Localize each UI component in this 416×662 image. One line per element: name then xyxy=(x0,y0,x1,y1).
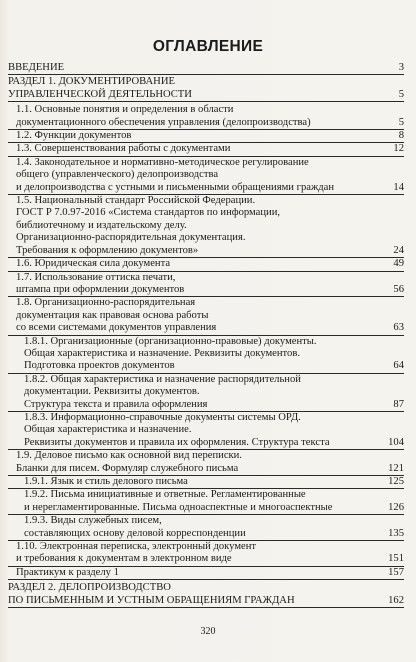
toc-page-number: 12 xyxy=(393,143,404,155)
toc-entry-line: составляющих основу деловой корреспонденции xyxy=(24,527,246,539)
toc-entry-line: 1.9.1. Язык и стиль делового письма xyxy=(24,476,188,487)
toc-entry-line: 1.9. Деловое письмо как основной вид переписки. xyxy=(16,450,242,462)
toc-entry[interactable] xyxy=(8,62,404,74)
toc-entry[interactable] xyxy=(8,476,404,488)
toc-entry-line: штампа при оформлении документов xyxy=(16,283,185,295)
toc-entry-line: со всеми системами документов управления xyxy=(16,322,217,334)
toc-entry[interactable] xyxy=(8,450,404,475)
toc-page-number: 64 xyxy=(393,360,404,372)
toc-entry-line: Организационно-распорядительная документация. xyxy=(16,232,246,244)
toc-page-number: 151 xyxy=(388,553,404,565)
toc-page-number: 121 xyxy=(388,462,404,474)
toc-entry-line: УПРАВЛЕНЧЕСКОЙ ДЕЯТЕЛЬНОСТИ xyxy=(8,88,192,100)
page-title: ОГЛАВЛЕНИЕ xyxy=(152,38,264,55)
toc-entry[interactable] xyxy=(8,336,404,373)
toc-entry-line: 1.8.1. Организационные (организационно-правовые) документы. xyxy=(24,335,317,347)
toc-page-number: 87 xyxy=(393,398,404,410)
toc-entry-line: Подготовка проектов документов xyxy=(24,360,175,372)
toc-entry[interactable] xyxy=(8,374,404,411)
toc-entry-line: 1.3. Совершенствования работы с документами xyxy=(16,143,231,155)
toc-entry[interactable] xyxy=(8,582,404,607)
toc-entry-line: ГОСТ Р 7.0.97-2016 «Система стандартов по информации, xyxy=(16,207,281,219)
toc-entry-line: РАЗДЕЛ 1. ДОКУМЕНТИРОВАНИЕ xyxy=(8,76,175,88)
toc-page-number: 125 xyxy=(388,476,404,487)
toc-page-number: 5 xyxy=(398,88,404,100)
toc-page-number: 8 xyxy=(398,130,404,142)
table-of-contents xyxy=(8,62,404,608)
toc-entry-line: 1.8.2. Общая характеристика и назначение распорядительной xyxy=(24,373,301,385)
toc-entry[interactable] xyxy=(8,297,404,334)
toc-entry[interactable] xyxy=(8,412,404,449)
toc-page-number: 14 xyxy=(393,181,404,193)
toc-entry[interactable] xyxy=(8,143,404,155)
toc-entry[interactable] xyxy=(8,76,404,101)
toc-entry-line: 1.1. Основные понятия и определения в области xyxy=(16,104,234,116)
toc-entry-line: Реквизиты документов и правила их оформления. Структура текста xyxy=(24,436,330,448)
toc-entry-line: 1.5. Национальный стандарт Российской Федерации. xyxy=(16,195,256,207)
page-number: 320 xyxy=(200,626,216,637)
toc-page-number: 24 xyxy=(393,244,404,256)
toc-entry-line: ВВЕДЕНИЕ xyxy=(8,62,65,73)
toc-entry-line: и нерегламентированные. Письма одноаспектные и многоаспектные xyxy=(24,501,333,513)
toc-page-number: 104 xyxy=(388,436,404,448)
toc-entry-line: и делопроизводства с устными и письменными обращениями граждан xyxy=(16,181,335,193)
toc-entry[interactable] xyxy=(8,195,404,257)
toc-entry-line: 1.8. Организационно-распорядительная xyxy=(16,297,196,309)
toc-entry-line: 1.9.3. Виды служебных писем, xyxy=(24,515,162,527)
toc-entry-line: библиотечному и издательскому делу. xyxy=(16,219,187,231)
toc-entry-line: 1.2. Функции документов xyxy=(16,130,132,142)
toc-entry[interactable] xyxy=(8,567,404,579)
toc-entry-line: документация как правовая основа работы xyxy=(16,309,209,321)
toc-entry-line: документационного обеспечения управления (делопроизводства) xyxy=(16,116,311,128)
toc-page-number: 49 xyxy=(393,258,404,270)
toc-entry-line: Бланки для писем. Формуляр служебного письма xyxy=(16,462,239,474)
toc-entry-line: 1.9.2. Письма инициативные и ответные. Регламентированные xyxy=(24,489,306,501)
toc-entry-line: Требования к оформлению документов» xyxy=(16,244,199,256)
toc-page-number: 135 xyxy=(388,527,404,539)
toc-underline xyxy=(8,74,404,75)
toc-entry[interactable] xyxy=(8,104,404,129)
toc-page-number: 126 xyxy=(388,501,404,513)
toc-entry[interactable] xyxy=(8,258,404,270)
toc-entry-line: Практикум к разделу 1 xyxy=(16,566,119,578)
toc-entry-line: Структура текста и правила оформления xyxy=(24,398,208,410)
toc-page-number: 3 xyxy=(398,62,404,73)
toc-entry-line: Общая характеристика и назначение. Реквизиты документов. xyxy=(24,347,300,359)
toc-entry-line: 1.7. Использование оттиска печати, xyxy=(16,271,176,283)
toc-entry[interactable] xyxy=(8,272,404,297)
toc-entry[interactable] xyxy=(8,130,404,142)
toc-underline xyxy=(8,607,404,608)
toc-page-number: 162 xyxy=(388,594,404,606)
toc-entry[interactable] xyxy=(8,489,404,514)
toc-entry-line: Общая характеристика и назначение. xyxy=(24,424,192,436)
toc-entry[interactable] xyxy=(8,515,404,540)
toc-entry-line: ПО ПИСЬМЕННЫМ И УСТНЫМ ОБРАЩЕНИЯМ ГРАЖДАН xyxy=(8,594,295,606)
toc-entry[interactable] xyxy=(8,541,404,566)
toc-page-number: 63 xyxy=(393,322,404,334)
toc-entry-line: 1.4. Законодательное и нормативно-методическое регулирование xyxy=(16,156,309,168)
toc-page-number: 56 xyxy=(393,283,404,295)
toc-entry-line: РАЗДЕЛ 2. ДЕЛОПРОИЗВОДСТВО xyxy=(8,582,171,594)
toc-underline xyxy=(8,579,404,580)
toc-entry[interactable] xyxy=(8,157,404,194)
toc-page-number: 157 xyxy=(388,566,404,578)
toc-entry-line: 1.10. Электронная переписка, электронный документ xyxy=(16,541,257,553)
toc-entry-line: документации. Реквизиты документов. xyxy=(24,386,200,398)
toc-entry-line: 1.8.3. Информационно-справочные документы системы ОРД. xyxy=(24,411,301,423)
toc-entry-line: 1.6. Юридическая сила документа xyxy=(16,258,171,270)
toc-entry-line: и требования к документам в электронном виде xyxy=(16,553,232,565)
toc-entry-line: общего (управленческого) делопроизводства xyxy=(16,169,219,181)
toc-underline xyxy=(8,101,404,102)
toc-page-number: 5 xyxy=(398,116,404,128)
